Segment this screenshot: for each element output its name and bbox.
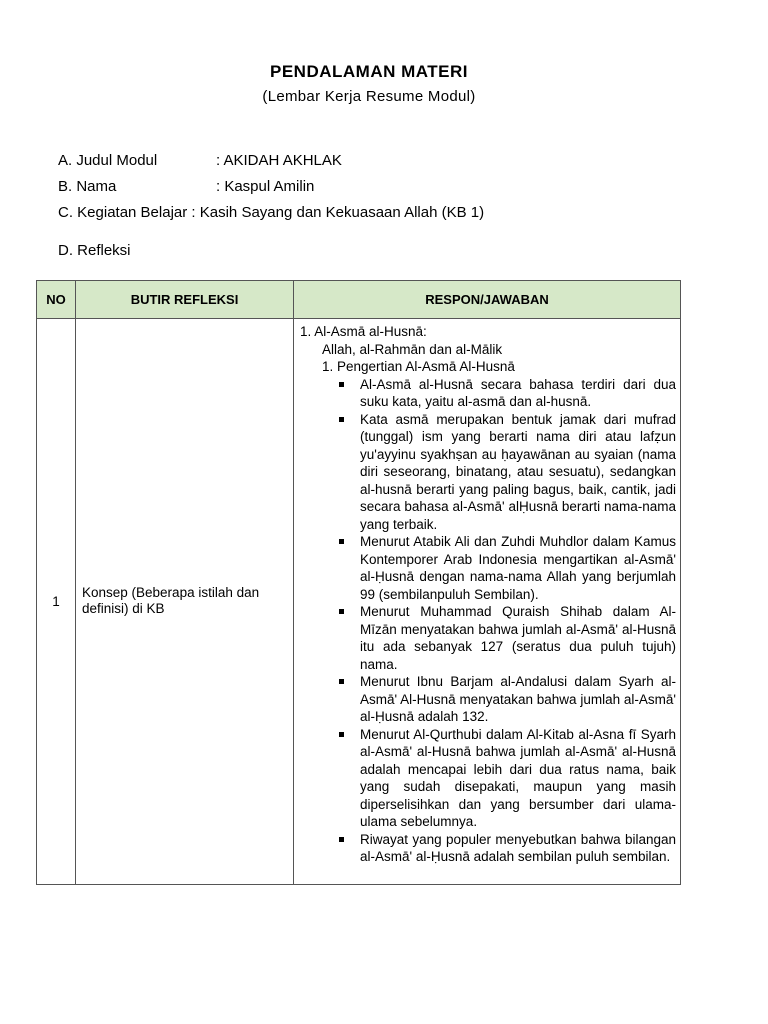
section-heading: 1. Pengertian Al-Asmā Al-Husnā: [322, 359, 515, 374]
judul-modul-value: : AKIDAH AKHLAK: [216, 152, 342, 169]
info-row-kegiatan-belajar: [58, 204, 484, 221]
nama-label: B. Nama: [58, 178, 117, 195]
table-header-row: [37, 281, 681, 319]
refleksi-table: [36, 280, 681, 885]
square-bullet-icon: [339, 417, 344, 422]
row-number: 1: [37, 319, 76, 885]
table-row: [37, 319, 681, 885]
list-item: Menurut Atabik Ali dan Zuhdi Muhdlor dalam Kamus Kontemporer Arab Indonesia mengartikan al-Asmā' al-Ḥusnā dengan nama-nama Allah yang berjumlah 99 (sembilanpuluh Sembilan).: [338, 533, 676, 603]
square-bullet-icon: [339, 539, 344, 544]
header-butir-refleksi: BUTIR REFLEKSI: [76, 281, 294, 319]
bullet-list: [298, 376, 676, 866]
list-item: Al-Asmā al-Husnā secara bahasa terdiri dari dua suku kata, yaitu al-asmā dan al-husnā.: [338, 376, 676, 411]
list-item: Menurut Ibnu Barjam al-Andalusi dalam Syarh al-Asmā' Al-Husnā menyatakan bahwa jumlah al-Asmā' al-Ḥusnā adalah 132.: [338, 673, 676, 726]
info-row-judul-modul: [58, 152, 342, 169]
list-item: Kata asmā merupakan bentuk jamak dari mufrad (tunggal) ism yang berarti nama diri atau lafẓun yu'ayyinu syakhṣan au ḥayawānan au syaian (nama diri seseorang, binatang, atau sesuatu), sedangkan al-husnā berarti yang paling bagus, baik, cantik, jadi secara bahasa al-Asmā' alḤusnā berarti nama-nama yang terbaik.: [338, 411, 676, 534]
kegiatan-belajar-label: C. Kegiatan Belajar: [58, 204, 188, 221]
list-item: Riwayat yang populer menyebutkan bahwa bilangan al-Asmā' al-Ḥusnā adalah sembilan puluh sembilan.: [338, 831, 676, 866]
header-respon-jawaban: RESPON/JAWABAN: [294, 281, 681, 319]
square-bullet-icon: [339, 382, 344, 387]
header-no: NO: [37, 281, 76, 319]
refleksi-heading: D. Refleksi: [58, 242, 131, 259]
kegiatan-belajar-value: : Kasih Sayang dan Kekuasaan Allah (KB 1): [191, 204, 485, 221]
judul-modul-label: A. Judul Modul: [58, 152, 158, 169]
list-item: Menurut Al-Qurthubi dalam Al-Kitab al-Asna fī Syarh al-Asmā' al-Husnā bahwa jumlah al-Asmā' al-Husnā adalah mencapai lebih dari dua ratus nama, baik yang sudah disepakati, maupun yang masih diperselisihkan dan yang bersumber dari ulama-ulama sebelumnya.: [338, 726, 676, 831]
square-bullet-icon: [339, 609, 344, 614]
document-title: PENDALAMAN MATERI: [269, 62, 468, 81]
butir-refleksi-cell: Konsep (Beberapa istilah dan definisi) di KB: [76, 319, 294, 885]
square-bullet-icon: [339, 679, 344, 684]
item-heading: 1. Al-Asmā al-Husnā:: [300, 324, 427, 339]
info-row-nama: [58, 178, 314, 195]
square-bullet-icon: [339, 732, 344, 737]
item-subheading: Allah, al-Rahmān dan al-Mālik: [322, 341, 503, 357]
list-item: Menurut Muhammad Quraish Shihab dalam Al-Mīzān menyatakan bahwa jumlah al-Asmā' al-Husnā itu ada sebanyak 127 (seratus dua puluh tujuh) nama.: [338, 603, 676, 673]
document-subtitle: (Lembar Kerja Resume Modul): [262, 88, 476, 105]
square-bullet-icon: [339, 837, 344, 842]
respon-cell: [294, 319, 681, 885]
nama-value: : Kaspul Amilin: [216, 178, 315, 195]
